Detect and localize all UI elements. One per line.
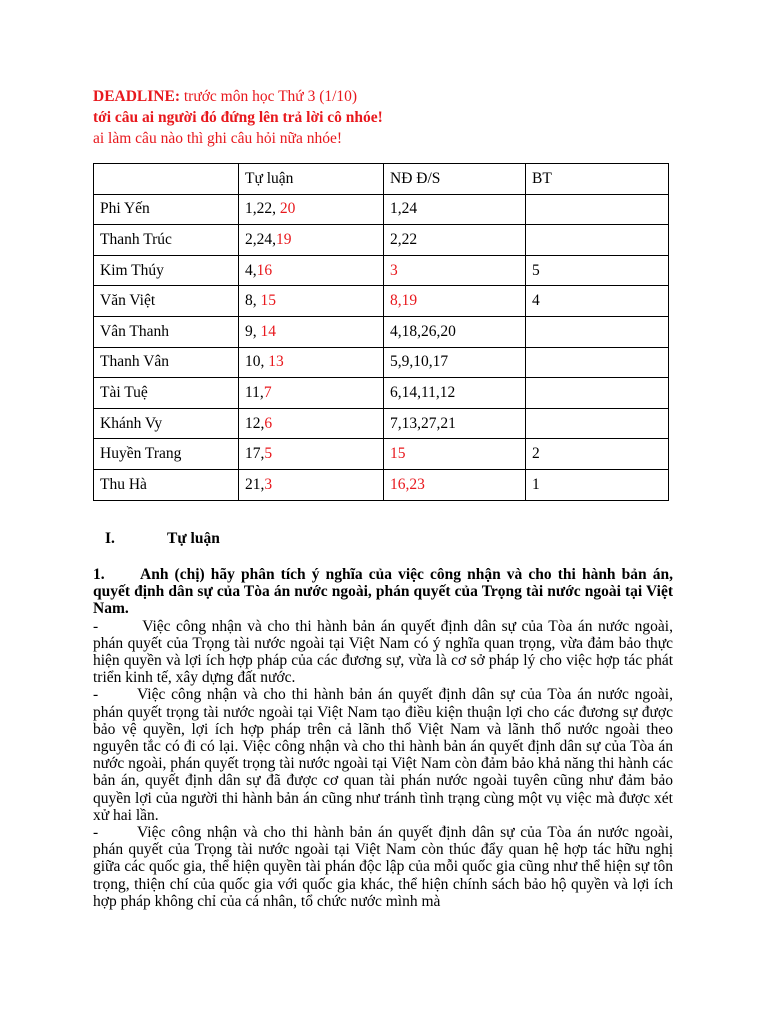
table-row xyxy=(94,286,669,317)
paragraph xyxy=(93,686,673,824)
tu-luan-cell xyxy=(239,469,384,500)
tu-luan-highlight: 19 xyxy=(276,230,292,248)
header-cell: Tự luận xyxy=(239,164,384,195)
tu-luan-highlight: 16 xyxy=(256,261,273,279)
question-text: Anh (chị) hãy phân tích ý nghĩa của việc công nhận và cho thi hành bản án, quyết định dân sự của Tòa án nước ngoài, phán quyết của Trọng tài nước ngoài tại Việt Nam. xyxy=(93,566,673,618)
tu-luan-value: 2,24, xyxy=(245,230,276,248)
student-name-cell xyxy=(94,194,239,225)
deadline-text: trước môn học Thứ 3 (1/10) xyxy=(179,88,358,105)
nd-ds-value: 4,18,26,20 xyxy=(390,322,456,340)
bt-cell xyxy=(526,194,669,225)
nd-ds-highlight: 15 xyxy=(390,445,406,463)
bullet-dash: - xyxy=(93,824,99,842)
nd-ds-cell xyxy=(384,194,526,225)
question-1 xyxy=(93,566,673,618)
nd-ds-cell xyxy=(384,469,526,500)
tu-luan-cell xyxy=(239,255,384,286)
student-name-cell xyxy=(94,286,239,317)
student-name-cell xyxy=(94,225,239,256)
nd-ds-value: 1,24 xyxy=(390,200,418,218)
student-name: Thanh Vân xyxy=(100,353,170,371)
nd-ds-value: 6,14,11,12 xyxy=(390,383,456,401)
nd-ds-highlight: 16,23 xyxy=(390,475,425,493)
tu-luan-cell xyxy=(239,439,384,470)
student-name-cell xyxy=(94,378,239,409)
nd-ds-cell xyxy=(384,408,526,439)
tu-luan-highlight: 14 xyxy=(260,322,276,340)
student-name-cell xyxy=(94,408,239,439)
question-number: 1. xyxy=(93,566,105,583)
paragraph-text: Việc công nhận và cho thi hành bản án quyết định dân sự của Tòa án nước ngoài, phán quyết của Trọng tài nước ngoài tại Việt Nam có ý nghĩa quan trọng, vừa đảm bảo thực hiện quyền và lợi ích hợp pháp của các đương sự, vừa là cơ sở pháp lý cho việc hợp tác phát triển kinh tế, xây dựng đất nước. xyxy=(93,617,673,687)
bt-cell xyxy=(526,408,669,439)
student-name: Phi Yến xyxy=(100,200,150,218)
paragraph xyxy=(93,618,673,687)
paragraph-text: Việc công nhận và cho thi hành bản án quyết định dân sự của Tòa án nước ngoài, phán quyết của Trọng tài nước ngoài tại Việt Nam còn thúc đẩy quan hệ hợp tác hữu nghị giữa các quốc gia, thể hiện quyền tài phán độc lập của mỗi quốc gia cũng như thể hiện sự tôn trọng, thiện chí của quốc gia với quốc gia khác, thể hiện chính sách bảo hộ quyền và lợi ích hợp pháp không chỉ của cá nhân, tổ chức nước mình mà xyxy=(93,824,673,910)
bt-value: 1 xyxy=(532,475,540,493)
instruction-line-1: tới câu ai người đó đứng lên trả lời cô nhóe! xyxy=(93,109,383,126)
nd-ds-cell xyxy=(384,316,526,347)
header-cell xyxy=(94,164,239,195)
table-row xyxy=(94,194,669,225)
deadline-line xyxy=(93,86,693,107)
bt-value: 5 xyxy=(532,261,540,279)
tu-luan-cell xyxy=(239,225,384,256)
nd-ds-cell xyxy=(384,439,526,470)
bullet-dash: - xyxy=(93,617,99,635)
tu-luan-cell xyxy=(239,316,384,347)
table-row xyxy=(94,255,669,286)
bt-cell xyxy=(526,439,669,470)
student-name: Huyền Trang xyxy=(100,445,182,463)
student-name: Kim Thúy xyxy=(100,261,164,279)
table-row xyxy=(94,225,669,256)
header-cell: NĐ Đ/S xyxy=(384,164,526,195)
bt-value: 2 xyxy=(532,445,540,463)
student-name: Khánh Vy xyxy=(100,414,163,432)
table-row xyxy=(94,408,669,439)
tu-luan-cell xyxy=(239,347,384,378)
tu-luan-value: 8, xyxy=(245,292,261,310)
student-name-cell xyxy=(94,316,239,347)
tu-luan-value: 9, xyxy=(245,322,261,340)
tu-luan-value: 1,22, xyxy=(245,200,280,218)
nd-ds-highlight: 3 xyxy=(390,261,398,279)
table-row xyxy=(94,316,669,347)
tu-luan-highlight: 7 xyxy=(263,383,272,401)
bt-cell xyxy=(526,469,669,500)
student-name: Tài Tuệ xyxy=(100,383,148,401)
tu-luan-value: 17, xyxy=(245,445,265,463)
section-number: I. xyxy=(105,530,115,547)
nd-ds-highlight: 8,19 xyxy=(390,292,418,310)
tu-luan-value: 10, xyxy=(245,353,269,371)
assignment-note xyxy=(93,86,693,149)
section-heading xyxy=(105,530,220,548)
nd-ds-value: 5,9,10,17 xyxy=(390,353,449,371)
section-title: Tự luận xyxy=(167,530,220,547)
instruction-line-2: ai làm câu nào thì ghi câu hỏi nữa nhóe! xyxy=(93,130,342,147)
student-name: Văn Việt xyxy=(100,292,156,310)
student-name: Thu Hà xyxy=(100,475,147,493)
bt-cell xyxy=(526,255,669,286)
nd-ds-cell xyxy=(384,255,526,286)
student-name-cell xyxy=(94,439,239,470)
assignment-table xyxy=(93,163,669,501)
nd-ds-value: 7,13,27,21 xyxy=(390,414,456,432)
paragraph xyxy=(93,824,673,910)
nd-ds-value: 2,22 xyxy=(390,230,418,248)
table-row xyxy=(94,439,669,470)
student-name-cell xyxy=(94,347,239,378)
student-name: Vân Thanh xyxy=(100,322,170,340)
bullet-dash: - xyxy=(93,686,99,704)
bt-cell xyxy=(526,225,669,256)
tu-luan-value: 11, xyxy=(245,383,264,401)
bt-cell xyxy=(526,347,669,378)
tu-luan-cell xyxy=(239,408,384,439)
nd-ds-cell xyxy=(384,286,526,317)
tu-luan-value: 21, xyxy=(245,475,265,493)
deadline-label: DEADLINE: xyxy=(93,88,180,105)
student-name-cell xyxy=(94,255,239,286)
paragraph-text: Việc công nhận và cho thi hành bản án quyết định dân sự của Tòa án nước ngoài, phán quyết trọng tài nước ngoài tại Việt Nam tạo điều kiện thuận lợi cho các đương sự được bảo vệ quyền, lợi ích hợp pháp trên cả lãnh thổ Việt Nam và lãnh thổ nước ngoài theo nguyên tắc có đi có lại. Việc công nhận và cho thi hành bản án quyết định dân sự của Tòa án nước ngoài, phán quyết trọng tài nước ngoài tại Việt Nam còn đảm bảo khả năng thi hành các bản án, quyết định dân sự đã được cơ quan tài phán nước ngoài tuyên cũng như đảm bảo quyền lợi của người thi hành bản án cũng như tránh tình trạng cùng một vụ việc mà được xét xử hai lần. xyxy=(93,686,673,824)
table-row xyxy=(94,347,669,378)
student-name: Thanh Trúc xyxy=(100,230,172,248)
tu-luan-cell xyxy=(239,378,384,409)
tu-luan-cell xyxy=(239,286,384,317)
tu-luan-highlight: 6 xyxy=(264,414,273,432)
bt-cell xyxy=(526,378,669,409)
bt-cell xyxy=(526,316,669,347)
document-body xyxy=(93,566,673,910)
bt-value: 4 xyxy=(532,292,540,310)
header-cell: BT xyxy=(526,164,669,195)
nd-ds-cell xyxy=(384,378,526,409)
tu-luan-highlight: 15 xyxy=(260,292,276,310)
table-header-row xyxy=(94,164,669,195)
nd-ds-cell xyxy=(384,347,526,378)
tu-luan-highlight: 3 xyxy=(264,475,273,493)
tu-luan-highlight: 13 xyxy=(268,353,284,371)
tu-luan-cell xyxy=(239,194,384,225)
nd-ds-cell xyxy=(384,225,526,256)
tu-luan-highlight: 20 xyxy=(279,200,296,218)
student-name-cell xyxy=(94,469,239,500)
table-row xyxy=(94,469,669,500)
bt-cell xyxy=(526,286,669,317)
tu-luan-highlight: 5 xyxy=(264,445,273,463)
tu-luan-value: 4, xyxy=(245,261,257,279)
tu-luan-value: 12, xyxy=(245,414,265,432)
table-row xyxy=(94,378,669,409)
